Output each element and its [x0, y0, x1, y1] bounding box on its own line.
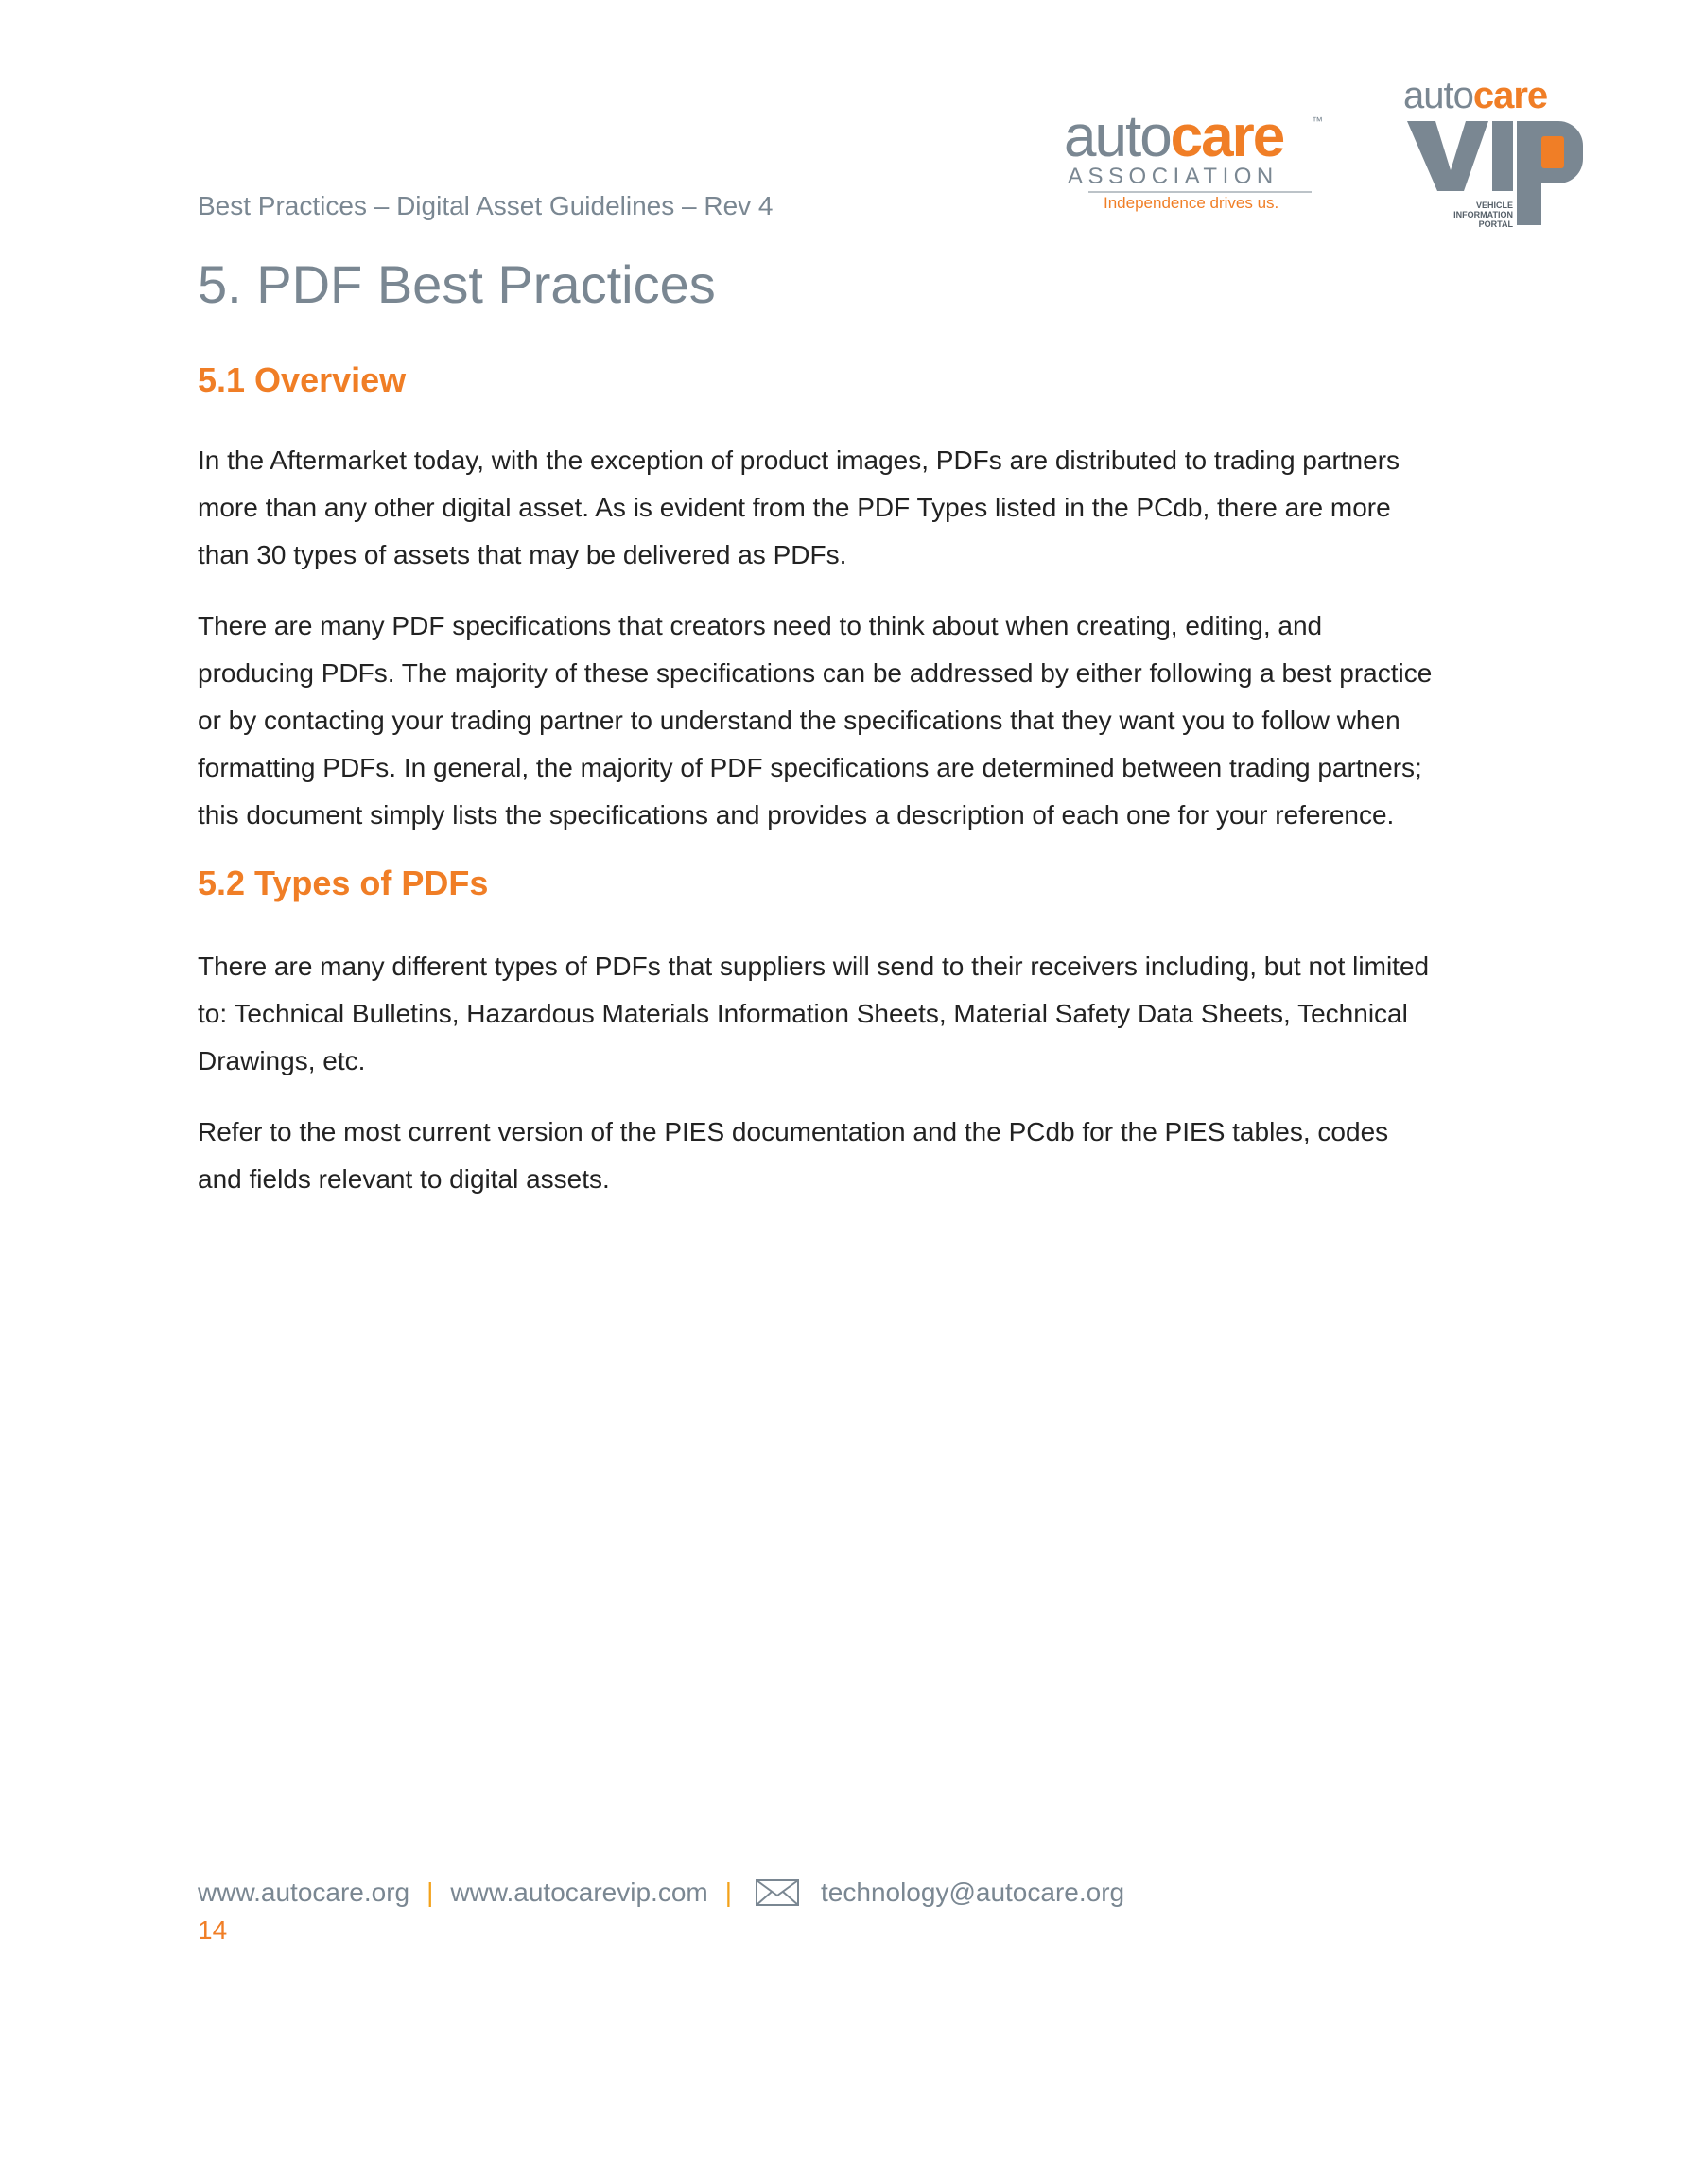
svg-text:autocare: autocare: [1403, 79, 1548, 116]
page-number: 14: [198, 1915, 228, 1945]
types-paragraph-1: [198, 943, 1493, 1085]
svg-text:VEHICLE: VEHICLE: [1475, 201, 1513, 210]
text-line: more than any other digital asset. As is evident from the PDF Types listed in the PCdb, there are more: [198, 493, 1391, 522]
types-paragraph-2: [198, 1109, 1493, 1203]
text-line: and fields relevant to digital assets.: [198, 1164, 610, 1194]
text-line: There are many different types of PDFs that suppliers will send to their receivers including, but not limited: [198, 952, 1430, 981]
footer-email-link[interactable]: technology@autocare.org: [821, 1878, 1125, 1907]
footer-separator: |: [426, 1878, 434, 1907]
text-line: There are many PDF specifications that creators need to think about when creating, editing, and: [198, 611, 1323, 640]
autocare-association-logo: [1064, 104, 1348, 218]
footer-link-autocarevip[interactable]: www.autocarevip.com: [450, 1878, 708, 1907]
svg-text:PORTAL: PORTAL: [1478, 219, 1513, 229]
text-line: or by contacting your trading partner to understand the specifications that they want you to follow when: [198, 706, 1400, 735]
page-title: 5. PDF Best Practices: [198, 254, 716, 314]
svg-text:™: ™: [1312, 114, 1323, 128]
text-line: than 30 types of assets that may be delivered as PDFs.: [198, 540, 847, 569]
text-line: In the Aftermarket today, with the exception of product images, PDFs are distributed to trading partners: [198, 446, 1400, 475]
text-line: this document simply lists the specifications and provides a description of each one for your reference.: [198, 800, 1395, 830]
footer-separator: |: [724, 1878, 733, 1907]
svg-text:INFORMATION: INFORMATION: [1453, 210, 1513, 219]
footer-link-autocare[interactable]: www.autocare.org: [198, 1878, 410, 1907]
svg-text:autocare: autocare: [1064, 104, 1284, 169]
autocare-vip-logo: [1403, 79, 1602, 231]
footer: [198, 1878, 1124, 1908]
mail-icon: [755, 1878, 800, 1907]
text-line: Drawings, etc.: [198, 1046, 366, 1075]
overview-paragraph-1: [198, 437, 1493, 579]
section-heading-overview: 5.1 Overview: [198, 360, 407, 399]
text-line: producing PDFs. The majority of these specifications can be addressed by either following a best practice: [198, 658, 1433, 688]
text-line: to: Technical Bulletins, Hazardous Materials Information Sheets, Material Safety Data Sheets, Technical: [198, 999, 1408, 1028]
svg-text:Independence drives us.: Independence drives us.: [1104, 194, 1279, 212]
section-heading-types-of-pdfs: 5.2 Types of PDFs: [198, 864, 489, 902]
overview-paragraph-2: [198, 603, 1493, 839]
text-line: formatting PDFs. In general, the majority of PDF specifications are determined between trading partners;: [198, 753, 1422, 782]
header-title: Best Practices – Digital Asset Guidelines – Rev 4: [198, 191, 774, 220]
svg-text:ASSOCIATION: ASSOCIATION: [1068, 164, 1278, 189]
text-line: Refer to the most current version of the PIES documentation and the PCdb for the PIES tables, codes: [198, 1117, 1389, 1146]
